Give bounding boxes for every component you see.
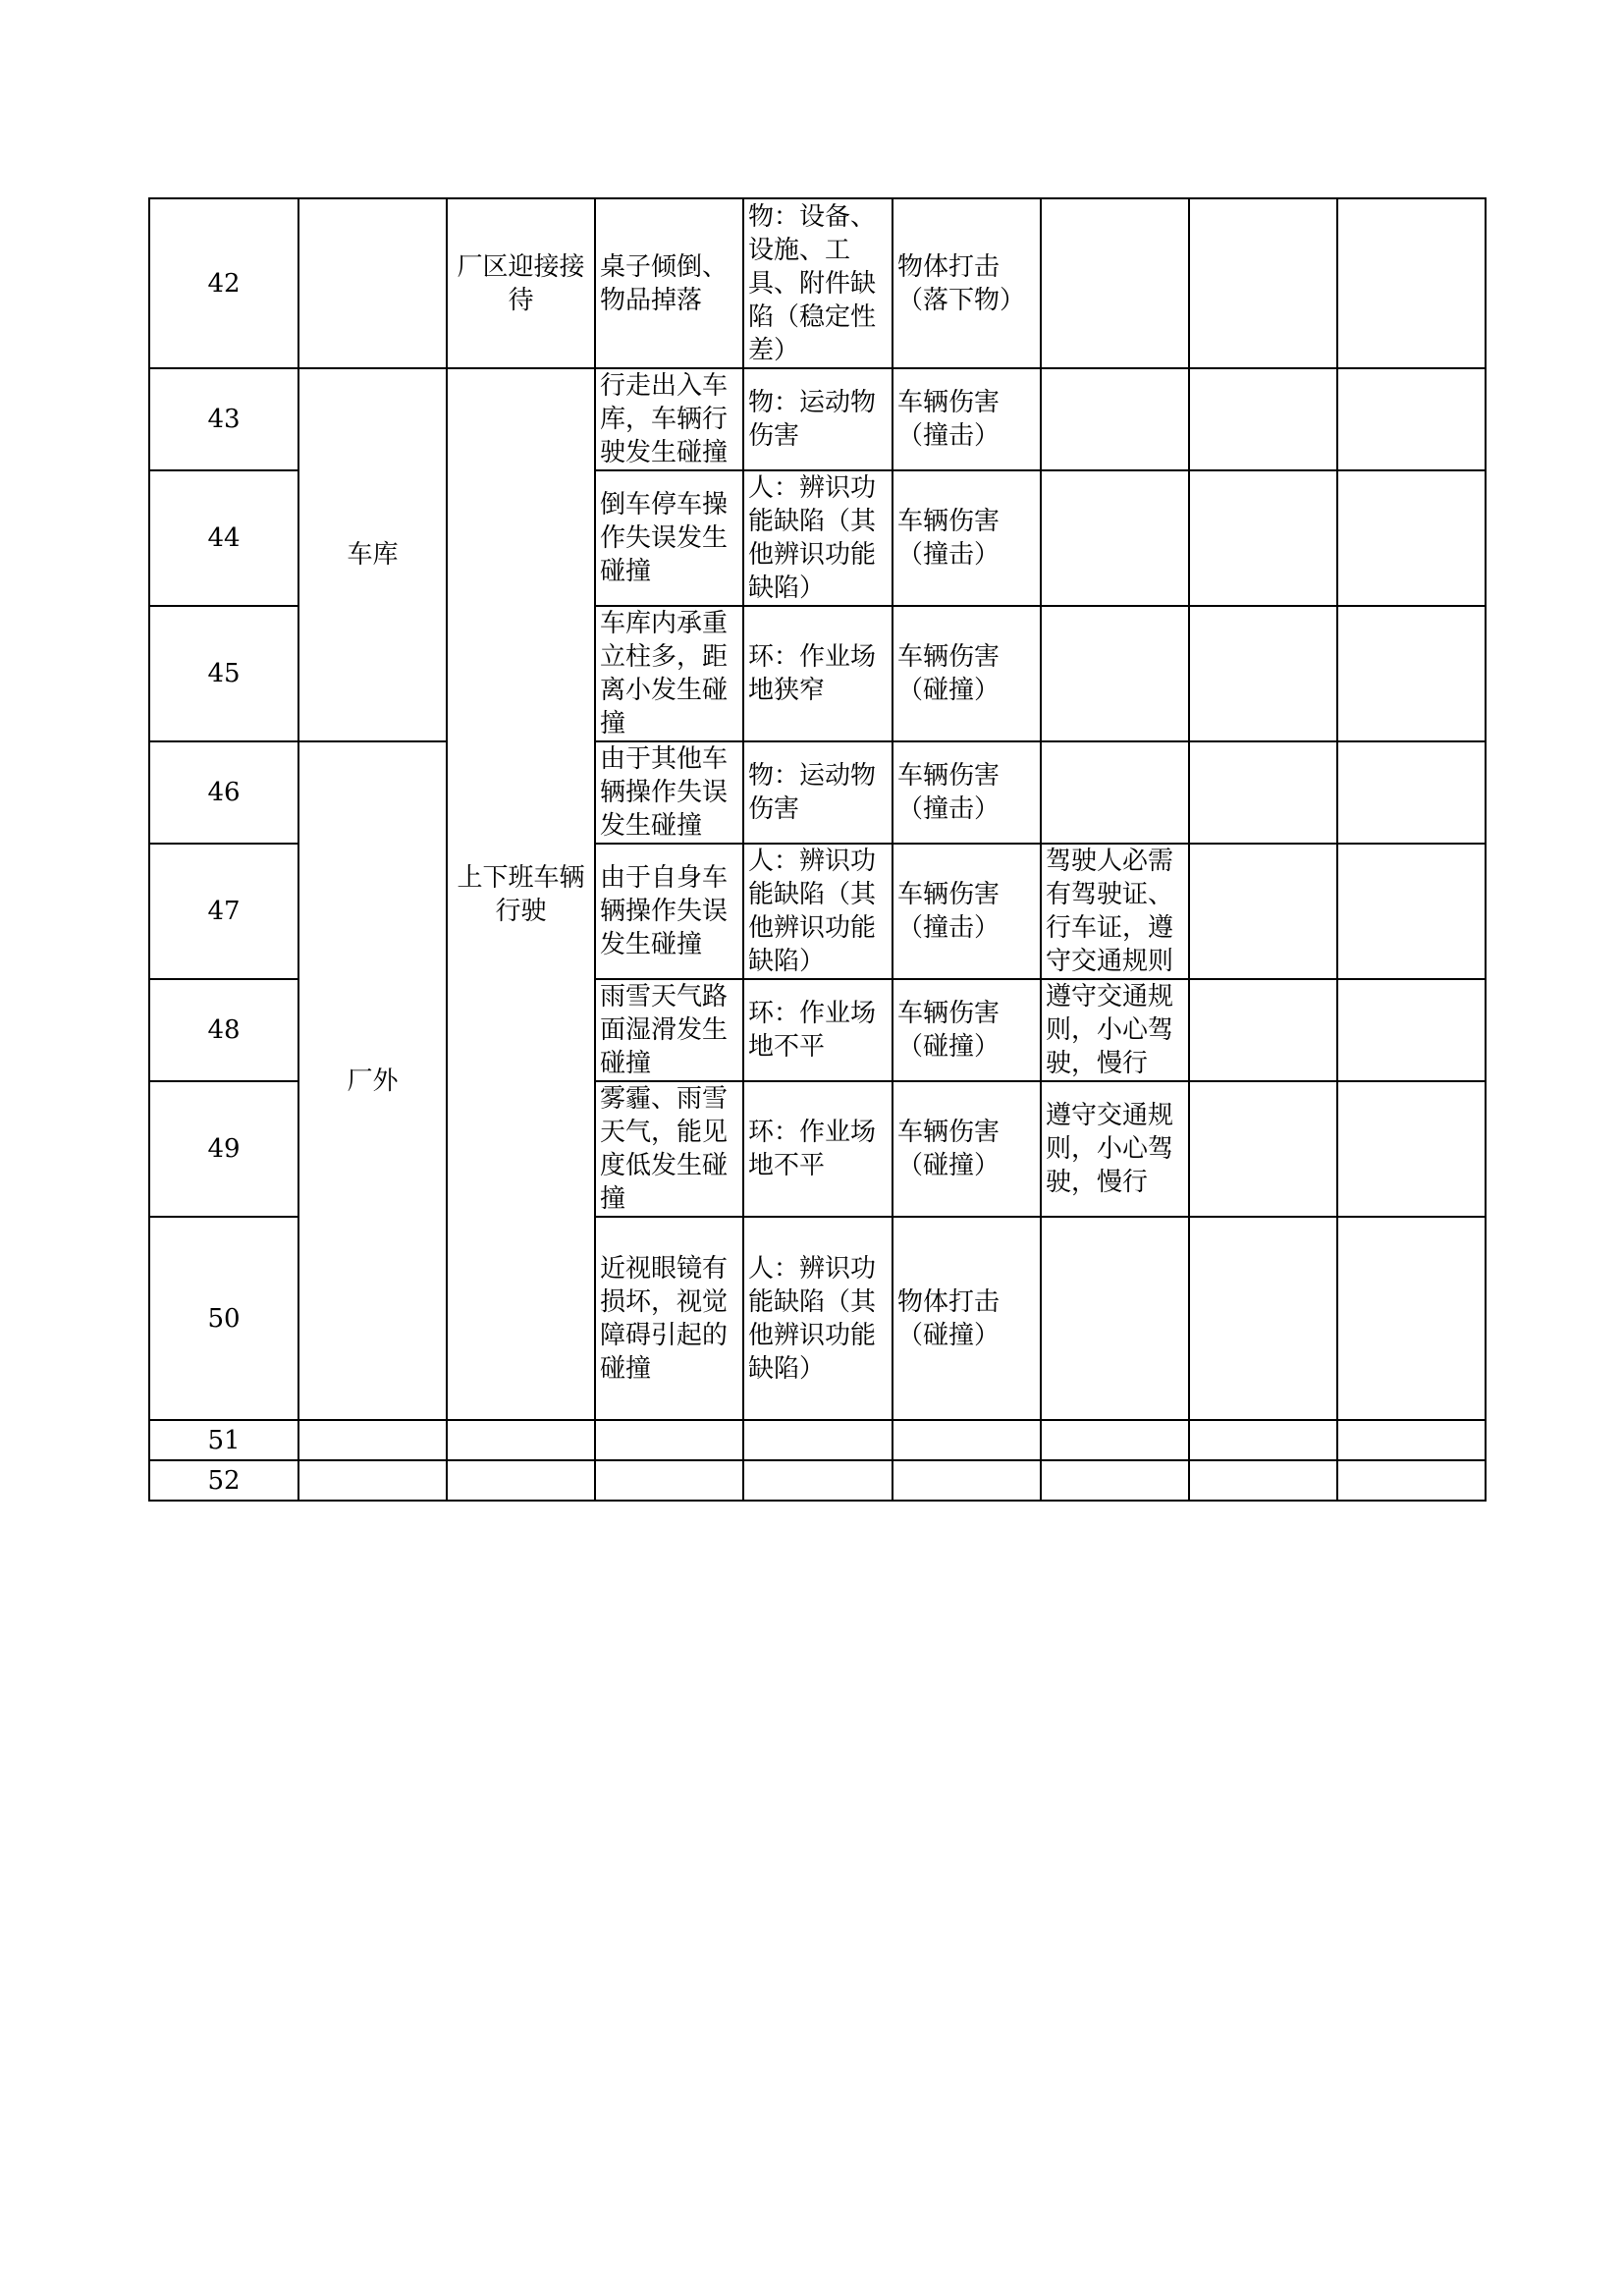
- empty-cell: [1189, 368, 1337, 470]
- measure-cell: 驾驶人必需有驾驶证、行车证，遵守交通规则: [1041, 844, 1189, 979]
- table-row: [149, 1460, 1486, 1501]
- row-number: 46: [149, 741, 298, 844]
- empty-cell: [1189, 606, 1337, 741]
- empty-cell: [1337, 979, 1486, 1081]
- empty-cell: [1189, 470, 1337, 606]
- accident-type-cell: 车辆伤害（撞击）: [893, 741, 1041, 844]
- empty-cell: [1337, 844, 1486, 979]
- cause-cell: 人：辨识功能缺陷（其他辨识功能缺陷）: [743, 1217, 893, 1420]
- accident-type-cell: 车辆伤害（碰撞）: [893, 1081, 1041, 1217]
- empty-cell: [1337, 606, 1486, 741]
- hazard-cell: 倒车停车操作失误发生碰撞: [595, 470, 743, 606]
- hazard-cell: 由于自身车辆操作失误发生碰撞: [595, 844, 743, 979]
- cause-cell: 环：作业场地不平: [743, 1081, 893, 1217]
- hazard-identification-table: [148, 197, 1487, 1502]
- hazard-cell: 行走出入车库，车辆行驶发生碰撞: [595, 368, 743, 470]
- row-number: 43: [149, 368, 298, 470]
- empty-cell: [743, 1420, 893, 1460]
- measure-cell: [1041, 198, 1189, 368]
- empty-cell: [595, 1420, 743, 1460]
- empty-cell: [447, 1420, 595, 1460]
- area-cell-garage: 车库: [298, 368, 447, 741]
- empty-cell: [1337, 198, 1486, 368]
- empty-cell: [1337, 470, 1486, 606]
- empty-cell: [1189, 1420, 1337, 1460]
- row-number: 49: [149, 1081, 298, 1217]
- accident-type-cell: 车辆伤害（碰撞）: [893, 606, 1041, 741]
- cause-cell: 环：作业场地狭窄: [743, 606, 893, 741]
- cause-cell: 物：运动物伤害: [743, 741, 893, 844]
- accident-type-cell: 车辆伤害（撞击）: [893, 844, 1041, 979]
- measure-cell: [1041, 470, 1189, 606]
- cause-cell: 物：设备、设施、工具、附件缺陷（稳定性差）: [743, 198, 893, 368]
- measure-cell: [1041, 606, 1189, 741]
- accident-type-cell: 车辆伤害（撞击）: [893, 470, 1041, 606]
- empty-cell: [1337, 1420, 1486, 1460]
- hazard-cell: 车库内承重立柱多，距离小发生碰撞: [595, 606, 743, 741]
- empty-cell: [1337, 1460, 1486, 1501]
- empty-cell: [1337, 1081, 1486, 1217]
- empty-cell: [743, 1460, 893, 1501]
- empty-cell: [1337, 368, 1486, 470]
- empty-cell: [893, 1420, 1041, 1460]
- hazard-cell: 雨雪天气路面湿滑发生碰撞: [595, 979, 743, 1081]
- empty-cell: [1041, 1420, 1189, 1460]
- area-cell: [298, 198, 447, 368]
- empty-cell: [1189, 1217, 1337, 1420]
- accident-type-cell: 物体打击（碰撞）: [893, 1217, 1041, 1420]
- empty-cell: [1337, 1217, 1486, 1420]
- measure-cell: 遵守交通规则，小心驾驶，慢行: [1041, 979, 1189, 1081]
- empty-cell: [1189, 979, 1337, 1081]
- empty-cell: [298, 1420, 447, 1460]
- accident-type-cell: 车辆伤害（撞击）: [893, 368, 1041, 470]
- empty-cell: [447, 1460, 595, 1501]
- measure-cell: [1041, 741, 1189, 844]
- table-row: [149, 368, 1486, 470]
- row-number: 44: [149, 470, 298, 606]
- empty-cell: [1189, 198, 1337, 368]
- row-number: 52: [149, 1460, 298, 1501]
- hazard-cell: 由于其他车辆操作失误发生碰撞: [595, 741, 743, 844]
- cause-cell: 人：辨识功能缺陷（其他辨识功能缺陷）: [743, 844, 893, 979]
- measure-cell: 遵守交通规则，小心驾驶，慢行: [1041, 1081, 1189, 1217]
- cause-cell: 环：作业场地不平: [743, 979, 893, 1081]
- empty-cell: [298, 1460, 447, 1501]
- row-number: 50: [149, 1217, 298, 1420]
- area-cell-outside: 厂外: [298, 741, 447, 1420]
- table-row: [149, 741, 1486, 844]
- hazard-cell: 雾霾、雨雪天气，能见度低发生碰撞: [595, 1081, 743, 1217]
- row-number: 42: [149, 198, 298, 368]
- empty-cell: [1189, 741, 1337, 844]
- empty-cell: [1189, 1460, 1337, 1501]
- table-row: [149, 198, 1486, 368]
- accident-type-cell: 车辆伤害（碰撞）: [893, 979, 1041, 1081]
- row-number: 48: [149, 979, 298, 1081]
- activity-cell-driving: 上下班车辆行驶: [447, 368, 595, 1420]
- empty-cell: [1189, 1081, 1337, 1217]
- table-row: [149, 1420, 1486, 1460]
- row-number: 51: [149, 1420, 298, 1460]
- measure-cell: [1041, 1217, 1189, 1420]
- row-number: 45: [149, 606, 298, 741]
- empty-cell: [595, 1460, 743, 1501]
- cause-cell: 人：辨识功能缺陷（其他辨识功能缺陷）: [743, 470, 893, 606]
- empty-cell: [893, 1460, 1041, 1501]
- empty-cell: [1337, 741, 1486, 844]
- measure-cell: [1041, 368, 1189, 470]
- activity-cell: 厂区迎接接待: [447, 198, 595, 368]
- row-number: 47: [149, 844, 298, 979]
- cause-cell: 物：运动物伤害: [743, 368, 893, 470]
- hazard-cell: 桌子倾倒、物品掉落: [595, 198, 743, 368]
- hazard-cell: 近视眼镜有损坏，视觉障碍引起的碰撞: [595, 1217, 743, 1420]
- empty-cell: [1189, 844, 1337, 979]
- empty-cell: [1041, 1460, 1189, 1501]
- accident-type-cell: 物体打击（落下物）: [893, 198, 1041, 368]
